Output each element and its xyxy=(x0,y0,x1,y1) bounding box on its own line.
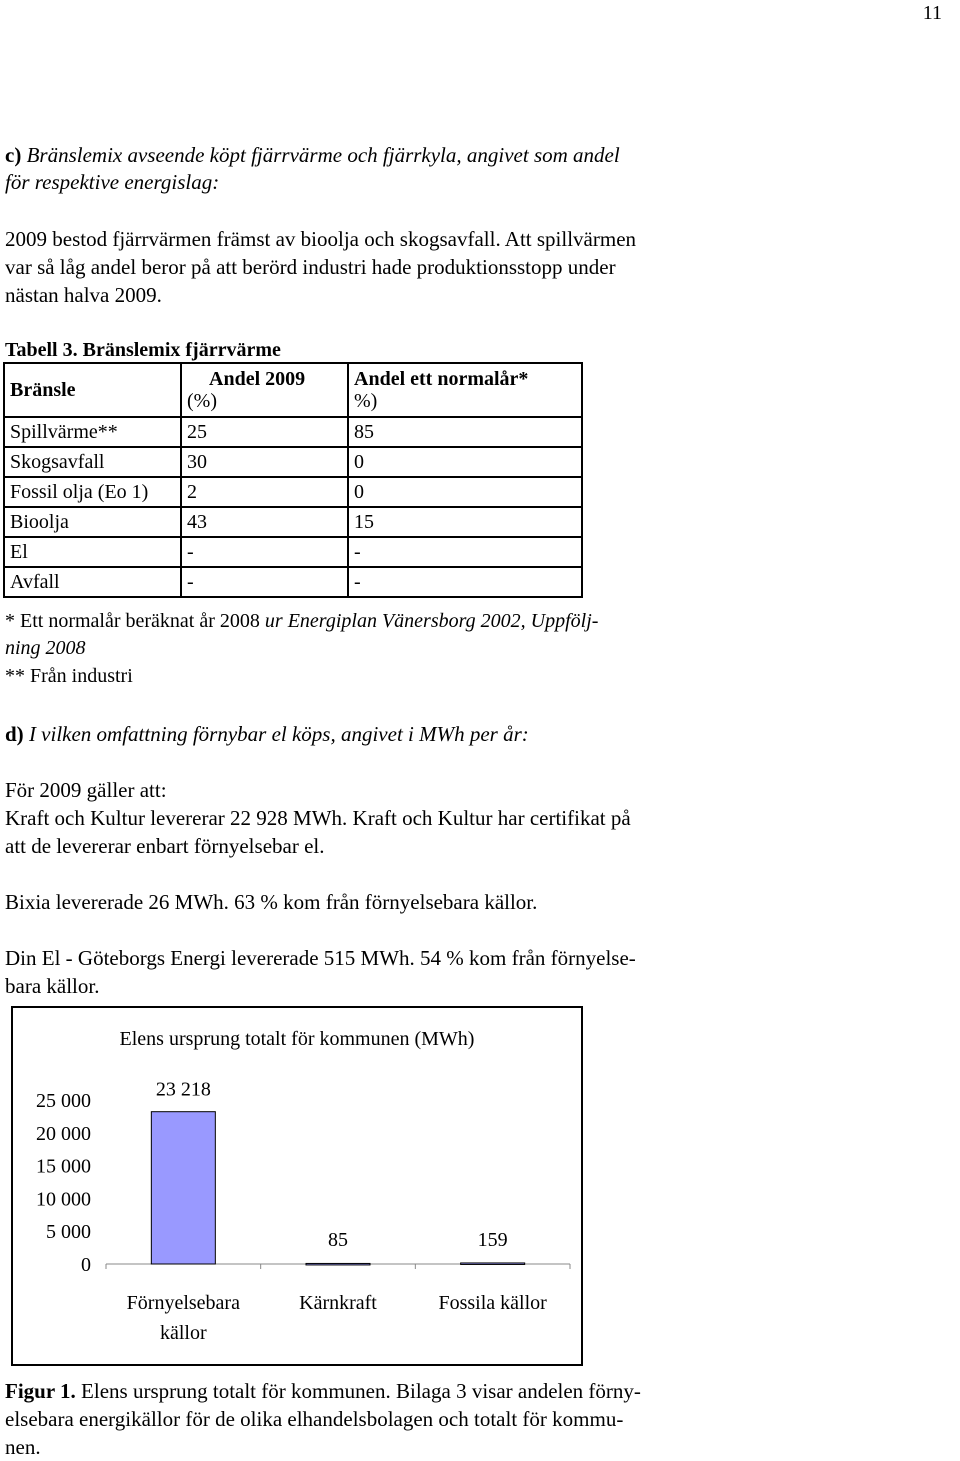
y-tick-label: 15 000 xyxy=(36,1155,91,1178)
section-d-p1-line2: Kraft och Kultur levererar 22 928 MWh. Kraft och Kultur har certifikat på xyxy=(5,806,631,830)
cell-share-2009: 25 xyxy=(181,417,348,447)
category-label: Förnyelsebara xyxy=(126,1292,240,1314)
y-tick-label: 5 000 xyxy=(46,1221,91,1244)
cell-share-normal: - xyxy=(348,537,582,567)
cell-share-normal: 85 xyxy=(348,417,582,447)
section-c-label: c) xyxy=(5,143,22,167)
section-d-label: d) xyxy=(5,722,24,746)
figure-caption-line1: Figur 1. Elens ursprung totalt för kommunen. Bilaga 3 visar andelen förny- xyxy=(5,1379,641,1403)
section-d-p1-line1: För 2009 gäller att: xyxy=(5,778,167,802)
section-c-question xyxy=(5,141,620,169)
cell-fuel: El xyxy=(4,537,181,567)
cell-share-2009: 30 xyxy=(181,447,348,477)
section-c-paragraph-line3: nästan halva 2009. xyxy=(5,283,162,307)
cell-share-2009: 43 xyxy=(181,507,348,537)
table-row xyxy=(4,567,582,597)
chart-bar xyxy=(151,1112,215,1264)
header-fuel: Bränsle xyxy=(4,363,181,417)
chart-frame xyxy=(11,1006,583,1366)
category-label: Kärnkraft xyxy=(299,1292,377,1314)
table-footnote-1-line2: ning 2008 xyxy=(5,637,86,659)
category-label: Fossila källor xyxy=(438,1292,547,1314)
cell-fuel: Spillvärme** xyxy=(4,417,181,447)
section-c-paragraph-line1: 2009 bestod fjärrvärmen främst av bioolja och skogsavfall. Att spillvärmen xyxy=(5,227,637,251)
page-number: 11 xyxy=(922,2,942,24)
cell-share-normal: 0 xyxy=(348,447,582,477)
y-tick-label: 10 000 xyxy=(36,1188,91,1211)
cell-share-2009: - xyxy=(181,567,348,597)
cell-share-2009: 2 xyxy=(181,477,348,507)
section-d-p2: Bixia levererade 26 MWh. 63 % kom från förnyelsebara källor. xyxy=(5,890,538,914)
section-d-p3-line2: bara källor. xyxy=(5,974,100,998)
section-c-paragraph-line2: var så låg andel beror på att berörd industri hade produktionsstopp under xyxy=(5,255,616,279)
cell-share-normal: - xyxy=(348,567,582,597)
section-d-p3-line1: Din El - Göteborgs Energi levererade 515 MWh. 54 % kom från förnyelse- xyxy=(5,946,636,970)
table-footnote-1: * Ett normalår beräknat år 2008 ur Energiplan Vänersborg 2002, Uppfölj- xyxy=(5,610,599,632)
section-d-question xyxy=(5,720,529,748)
table-row xyxy=(4,417,582,447)
y-tick-label: 20 000 xyxy=(36,1122,91,1145)
section-c-question-text: Bränslemix avseende köpt fjärrvärme och fjärrkyla, angivet som andel xyxy=(21,143,620,167)
table-footnote-2: ** Från industri xyxy=(5,665,133,687)
cell-share-normal: 0 xyxy=(348,477,582,507)
cell-fuel: Skogsavfall xyxy=(4,447,181,477)
chart-title: Elens ursprung totalt för kommunen (MWh) xyxy=(119,1028,475,1050)
figure-label: Figur 1. xyxy=(5,1379,76,1403)
y-tick-label: 0 xyxy=(81,1254,91,1276)
cell-share-normal: 15 xyxy=(348,507,582,537)
table-row xyxy=(4,447,582,477)
data-label: 85 xyxy=(328,1229,348,1251)
cell-share-2009: - xyxy=(181,537,348,567)
y-tick-label: 25 000 xyxy=(36,1090,91,1112)
table-caption: Tabell 3. Bränslemix fjärrvärme xyxy=(5,339,281,361)
section-d-question-text: I vilken omfattning förnybar el köps, angivet i MWh per år: xyxy=(23,722,529,746)
chart-bar xyxy=(306,1263,370,1265)
cell-fuel: Avfall xyxy=(4,567,181,597)
cell-fuel: Fossil olja (Eo 1) xyxy=(4,477,181,507)
section-d-p1-line3: att de levererar enbart förnyelsebar el. xyxy=(5,834,325,858)
table-row xyxy=(4,477,582,507)
figure-caption-line3: nen. xyxy=(5,1435,41,1459)
category-label: källor xyxy=(160,1322,207,1344)
electricity-origin-chart xyxy=(13,1008,581,1364)
table-row xyxy=(4,537,582,567)
data-label: 159 xyxy=(477,1229,508,1251)
fuel-mix-table xyxy=(3,362,583,598)
chart-bar xyxy=(461,1263,525,1265)
data-label: 23 218 xyxy=(155,1078,211,1101)
header-share-normal-year: Andel ett normalår* %) xyxy=(348,363,582,417)
cell-fuel: Bioolja xyxy=(4,507,181,537)
header-share-2009: Andel 2009 (%) xyxy=(181,363,348,417)
section-c-question-line2: för respektive energislag: xyxy=(5,170,220,194)
figure-caption-line2: elsebara energikällor för de olika elhandelsbolagen och totalt för kommu- xyxy=(5,1407,624,1431)
table-header-row xyxy=(4,363,582,417)
table-row xyxy=(4,507,582,537)
